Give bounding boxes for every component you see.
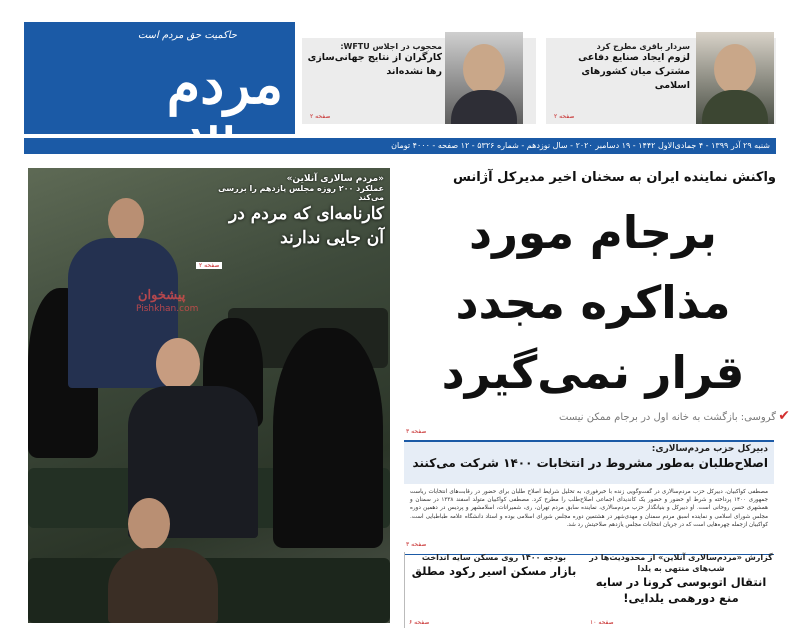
masthead — [24, 22, 295, 134]
teaser-kicker: سردار باقری مطرح کرد — [596, 42, 690, 51]
newspaper-logo: مردم — [166, 52, 283, 116]
photo-subtitle: عملکرد ۲۰۰ روزه مجلس یازدهم را بررسی می‌کند — [218, 184, 384, 202]
photo-kicker: «مردم سالاری آنلاین» — [286, 174, 384, 184]
watermark-logo: پیشخوان — [138, 288, 186, 303]
teaser-title: کارگران از نتایج جهانی‌سازی رها نشده‌اند — [307, 52, 442, 77]
checkmark-icon: ✔ — [778, 408, 790, 424]
portrait-photo — [445, 32, 523, 124]
article-body: مصطفی کواکبیان، دبیرکل حزب مردم‌سالاری در گفت‌وگویی زنده با خبرفوری، به تحلیل شرایط اصلاح طلبان برای حضور در رقابت‌های انتخابات ریاست جمهوری ۱۴۰۰ پرداخته و شرط او حضور و حضور یک کاندیدای اجماعی اصلاح‌طلب را مطرح کرد. مصطفی کواکبیان متولد اسفند ۱۳۳۸ در سمنان و همشهری حسن روحانی است. او دبیرکل و بنیانگذار حزب مردم‌سالاری، نماینده سابق مردم تهران، ری، شمیرانات، اسلامشهر و پردیس در دهمین دوره مجلس شورای اسلامی و نماینده اسبق مردم سمنان و مهدی‌شهر در هشتمین دوره مجلس شورای اسلامی بوده و استاد دانشگاه علامه طباطبایی است. کواکبیان ازجمله چهره‌هایی است که در جریان انتخابات مجلس یازدهم صلاحیتش رد شد. — [410, 489, 768, 528]
photo-caption-box — [218, 174, 384, 266]
portrait-body — [702, 90, 768, 124]
article-kicker: دبیرکل حزب مردم‌سالاری: — [651, 444, 768, 454]
photo-page-ref: صفحه ۲ — [196, 262, 222, 269]
teaser-bagheri[interactable] — [546, 38, 776, 124]
portrait-face — [463, 44, 505, 94]
story-kicker: گزارش «مردم‌سالاری آنلاین» از محدودیت‌ها در شب‌های منتهی به یلدا — [589, 553, 773, 573]
main-page-ref: صفحه ۳ — [406, 428, 427, 435]
teaser-title: لزوم ایجاد صنایع دفاعی مشترک میان کشورهای اسلامی — [578, 52, 690, 91]
portrait-face — [714, 44, 756, 94]
teaser-mahjoub[interactable] — [302, 38, 536, 124]
main-subline: گروسی: بازگشت به خانه اول در برجام ممکن نیست — [559, 412, 776, 423]
story-page-ref: صفحه ۱۰ — [590, 619, 614, 626]
teaser-text — [302, 42, 442, 79]
article-header — [404, 442, 774, 484]
photo-headline: کارنامه‌ای که مردم در آن جایی ندارند — [229, 204, 384, 248]
watermark-url: Pishkhan.com — [136, 304, 199, 314]
masthead-tagline: حاکمیت حق مردم است — [137, 30, 237, 41]
teaser-page-ref: صفحه ۲ — [554, 113, 575, 120]
smiling-man — [108, 498, 218, 623]
article-page-ref: صفحه ۳ — [406, 541, 427, 548]
main-kicker: واکنش نماینده ایران به سخنان اخیر مدیرکل آژانس — [452, 170, 776, 185]
story-title: بازار مسکن اسیر رکود مطلق — [411, 564, 577, 578]
story-corona-yalda[interactable] — [586, 552, 776, 628]
story-housing[interactable] — [404, 552, 583, 628]
dateline-bar: شنبه ۲۹ آذر ۱۳۹۹ - ۴ جمادی‌الاول ۱۴۴۲ - ۱۹ دسامبر ۲۰۲۰ - سال نوزدهم - شماره ۵۳۲۶ - ۱۲ صفحه - ۴۰۰۰ تومان — [24, 138, 776, 154]
story-page-ref: صفحه ۶ — [409, 619, 430, 626]
story-title: انتقال اتوبوسی کرونا در سایه منع دورهمی یلدایی! — [595, 575, 767, 605]
teaser-kicker: محجوب در اجلاس WFTU: — [340, 42, 442, 51]
woman-figure — [273, 328, 383, 548]
portrait-body — [451, 90, 517, 124]
story-kicker: بودجه ۱۴۰۰ روی مسکن سایه انداخت — [421, 553, 567, 562]
portrait-photo — [696, 32, 774, 124]
teaser-text — [550, 42, 690, 93]
article-kavakebian[interactable] — [404, 440, 774, 555]
main-headline[interactable]: برجام مورد مذاکره مجدد قرار نمی‌گیرد — [441, 206, 745, 399]
teaser-page-ref: صفحه ۲ — [310, 113, 331, 120]
article-title: اصلاح‌طلبان به‌طور مشروط در انتخابات ۱۴۰۰ شرکت می‌کنند — [412, 456, 768, 470]
parliament-photo[interactable] — [28, 168, 390, 623]
